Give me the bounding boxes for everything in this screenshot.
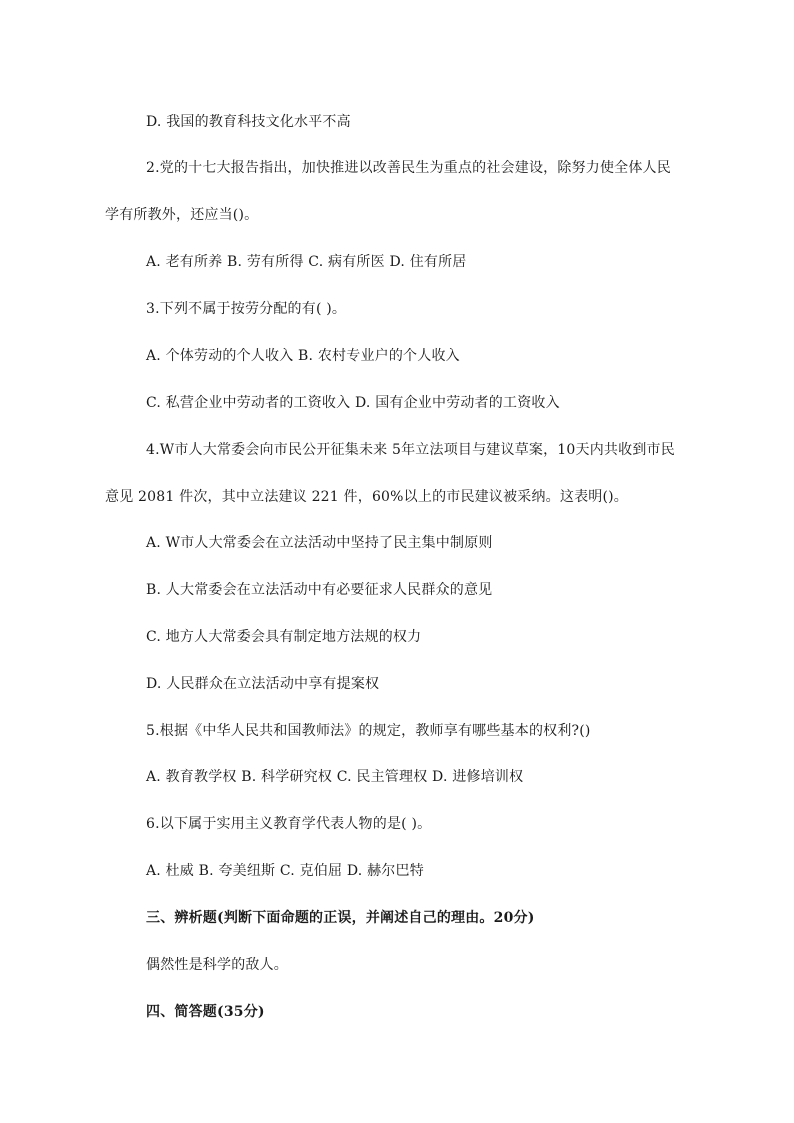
- section-4-heading: 四、简答题(35分): [146, 1004, 265, 1020]
- section-3-heading: 三、辨析题(判断下面命题的正误，并阐述自己的理由。20分): [146, 910, 535, 926]
- question-3-options-cd: C. 私营企业中劳动者的工资收入 D. 国有企业中劳动者的工资收入: [146, 395, 560, 411]
- section-3-statement: 偶然性是科学的敌人。: [146, 957, 288, 973]
- question-3-text: 3.下列不属于按劳分配的有( )。: [146, 301, 347, 317]
- question-6-text: 6.以下属于实用主义教育学代表人物的是( )。: [146, 816, 432, 832]
- question-2-text: 2.党的十七大报告指出，加快推进以改善民生为重点的社会建设，除努力使全体人民: [146, 160, 671, 176]
- question-2-options: A. 老有所养 B. 劳有所得 C. 病有所医 D. 住有所居: [146, 254, 467, 270]
- question-4-option-d: D. 人民群众在立法活动中享有提案权: [146, 676, 380, 692]
- question-4-text: 4.W市人大常委会向市民公开征集未来 5年立法项目与建议草案，10天内共收到市民: [146, 442, 675, 458]
- option-d-line: D. 我国的教育科技文化水平不高: [146, 114, 351, 130]
- question-4-option-a: A. W市人大常委会在立法活动中坚持了民主集中制原则: [146, 535, 493, 551]
- question-5-text: 5.根据《中华人民共和国教师法》的规定，教师享有哪些基本的权利?(): [146, 723, 591, 739]
- question-6-options: A. 杜威 B. 夸美纽斯 C. 克伯屈 D. 赫尔巴特: [146, 863, 424, 879]
- question-4-option-b: B. 人大常委会在立法活动中有必要征求人民群众的意见: [146, 582, 493, 598]
- question-4-option-c: C. 地方人大常委会具有制定地方法规的权力: [146, 629, 422, 645]
- question-5-options: A. 教育教学权 B. 科学研究权 C. 民主管理权 D. 进修培训权: [146, 769, 524, 785]
- question-3-options-ab: A. 个体劳动的个人收入 B. 农村专业户的个人收入: [146, 348, 460, 364]
- question-2-text-cont: 学有所教外，还应当()。: [105, 207, 259, 223]
- question-4-text-cont: 意见 2081 件次，其中立法建议 221 件，60%以上的市民建议被采纳。这表明()。: [105, 489, 628, 505]
